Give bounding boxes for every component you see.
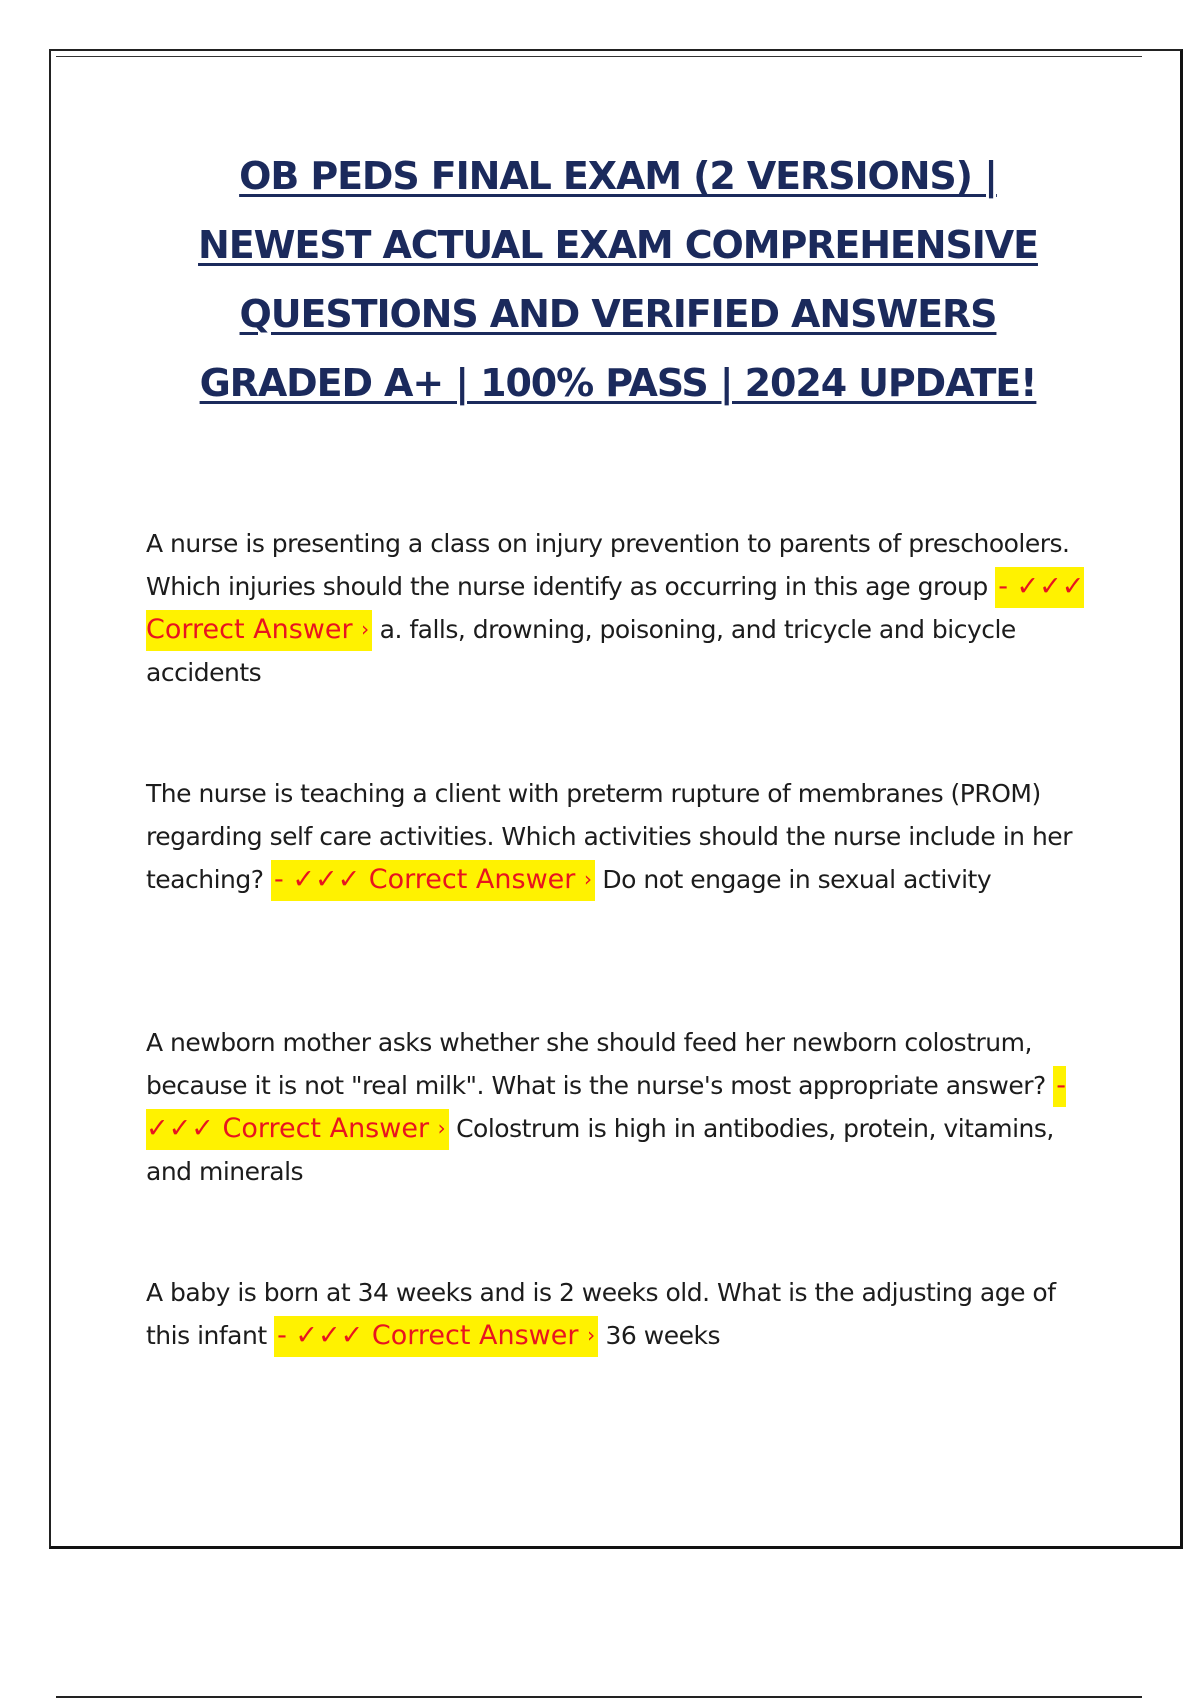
checkmarks-icon: ✓✓✓ <box>292 864 361 895</box>
qa-item-3 <box>146 1021 1106 1193</box>
qa-item-4 <box>146 1271 1106 1357</box>
checkmarks-icon: ✓✓✓ <box>1016 571 1085 602</box>
title-line: QUESTIONS AND VERIFIED ANSWERS <box>239 292 997 336</box>
dash-glyph: - <box>998 571 1008 602</box>
qa-item-2 <box>146 772 1106 901</box>
answer-text: 36 weeks <box>605 1321 720 1350</box>
top-rule <box>56 56 1142 57</box>
question-text: A nurse is presenting a class on injury prevention to parents of preschoolers. Which injuries should the nurse identify as occurring in this age group <box>146 529 1070 601</box>
dash-glyph: - <box>1056 1070 1067 1101</box>
bottom-rule <box>56 1696 1142 1698</box>
qa-item-1 <box>146 522 1106 694</box>
question-text: A newborn mother asks whether she should feed her newborn colostrum, because it is not "real milk". What is the nurse's most appropriate answer? <box>146 1028 1046 1100</box>
question-text: A baby is born at 34 weeks and is 2 weeks old. What is the adjusting age of this infant <box>146 1278 1056 1350</box>
correct-answer-label: Correct Answer <box>371 1320 579 1351</box>
chevron-right-icon: › <box>587 1323 596 1347</box>
answer-text: a. falls, drowning, poisoning, and tricycle and bicycle accidents <box>146 615 1016 687</box>
dash-glyph: - <box>277 1320 287 1351</box>
chevron-right-icon: › <box>583 867 592 891</box>
title-line: GRADED A+ | 100% PASS | 2024 UPDATE! <box>199 361 1037 405</box>
correct-answer-label: Correct Answer <box>146 614 353 645</box>
chevron-right-icon: › <box>361 617 370 641</box>
chevron-right-icon: › <box>437 1116 446 1140</box>
answer-text: Do not engage in sexual activity <box>602 865 992 894</box>
question-text: The nurse is teaching a client with preterm rupture of membranes (PROM) regarding self care activities. Which activities should the nurse include in her teaching? <box>146 779 1072 894</box>
answer-text: Colostrum is high in antibodies, protein, vitamins, and minerals <box>146 1114 1054 1186</box>
checkmarks-icon: ✓✓✓ <box>146 1113 214 1144</box>
document-title <box>120 142 1116 418</box>
correct-answer-label: Correct Answer <box>368 864 576 895</box>
dash-glyph: - <box>273 864 284 895</box>
correct-answer-marker <box>271 860 595 901</box>
checkmarks-icon: ✓✓✓ <box>295 1320 364 1351</box>
title-line: NEWEST ACTUAL EXAM COMPREHENSIVE <box>198 223 1038 267</box>
correct-answer-label: Correct Answer <box>222 1113 430 1144</box>
correct-answer-marker <box>274 1316 598 1357</box>
title-line: OB PEDS FINAL EXAM (2 VERSIONS) | <box>239 154 997 198</box>
